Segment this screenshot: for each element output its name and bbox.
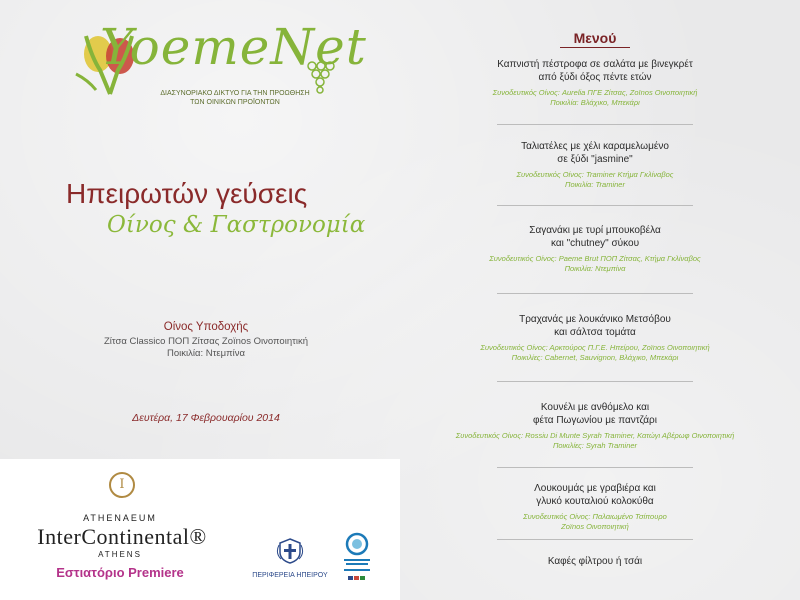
welcome-wine	[40, 321, 372, 360]
wine-line1: Συνοδευτικός Οίνος: Αρκτούρος Π.Γ.Ε. Ηπείρου, Zoïnos Οινοποιητική	[480, 343, 710, 352]
welcome-wine-line2: Ποικιλία: Ντεμπίνα	[167, 348, 245, 359]
menu-course	[420, 224, 770, 274]
logo-subtitle-line2: ΤΩΝ ΟΙΝΙΚΩΝ ΠΡΟΪΟΝΤΩΝ	[190, 99, 280, 106]
welcome-wine-line1: Ζίτσα Classico ΠΟΠ Ζίτσας Zoïnos Οινοποιητική	[104, 336, 308, 347]
menu-course	[420, 140, 770, 190]
hotel-crest-icon: I	[109, 472, 135, 498]
wine-line2: Zoïnos Οινοποιητική	[561, 522, 629, 531]
grape-cluster-icon	[302, 58, 342, 104]
wine-line1: Συνοδευτικός Οίνος: Aurelia ΠΓΕ Ζίτσας, Zoïnos Οινοποιητική	[492, 88, 698, 97]
greek-coat-of-arms-icon	[276, 537, 304, 565]
dish-line1: Κουνέλι με ανθόμελο και	[540, 402, 650, 413]
restaurant-name: Εστιατόριο Premiere	[56, 565, 184, 580]
dish-line1: Λουκουμάς με γραβιέρα και	[534, 483, 656, 494]
wine-line2: Ποικιλία: Βλάχικο, Μπεκάρι	[550, 98, 640, 107]
menu-course	[420, 313, 770, 363]
event-subtitle: Οίνος & Γαστρονομία	[107, 212, 366, 238]
event-title: Ηπειρωτών γεύσεις	[66, 178, 308, 209]
menu-closing	[420, 555, 770, 568]
dish-line2: από ξύδι όξος πέντε ετών	[538, 72, 652, 83]
region-label: ΠΕΡΙΦΕΡΕΙΑ ΗΠΕΙΡΟΥ	[252, 572, 328, 579]
menu-divider	[497, 381, 693, 382]
menu-course	[420, 401, 770, 451]
wine-line1: Συνοδευτικός Οίνος: Paeme Brut ΠΟΠ Ζίτσας, Κτήμα Γκλίναβος	[489, 254, 701, 263]
wine-line1: Συνοδευτικός Οίνος: Παλαιωμένο Τσίπουρο	[523, 512, 667, 521]
dish-line1: Καπνιστή πέστροφα σε σαλάτα με βινεγκρέτ	[497, 59, 693, 70]
menu-title: Μενού	[560, 30, 630, 48]
menu-divider	[497, 539, 693, 540]
dish-line2: φέτα Πωγωνίου με παντζάρι	[533, 415, 657, 426]
menu-divider	[497, 205, 693, 206]
dish-line1: Σαγανάκι με τυρί μπουκοβέλα	[529, 225, 661, 236]
menu-divider	[497, 467, 693, 468]
program-logo-icon	[340, 532, 374, 582]
wine-line2: Ποικιλίες: Cabernet, Sauvignon, Βλάχικο, Μπεκάρι	[511, 353, 679, 362]
wine-line2: Ποικιλία: Ντεμπίνα	[564, 264, 626, 273]
menu-course	[420, 482, 770, 532]
menu-course	[420, 58, 770, 108]
hotel-name: InterContinental®	[37, 524, 207, 549]
yoemenet-logo	[70, 18, 367, 110]
dish-line2: και σάλτσα τομάτα	[554, 327, 636, 338]
menu-divider	[497, 293, 693, 294]
dish-line2: γλυκό κουταλιού κολοκύθα	[536, 496, 654, 507]
closing-line: Καφές φίλτρου ή τσάι	[547, 556, 643, 567]
hotel-city: ATHENS	[98, 550, 142, 559]
logo-subtitle-line1: ΔΙΑΣΥΝΟΡΙΑΚΟ ΔΙΚΤΥΟ ΓΙΑ ΤΗΝ ΠΡΟΩΘΗΣΗ	[160, 90, 310, 97]
wine-line2: Ποικιλία: Traminer	[565, 180, 625, 189]
logo-wordmark: YoemeNet	[100, 18, 367, 76]
hotel-athenaeum: ATHENAEUM	[83, 513, 157, 523]
dish-line2: σε ξύδι "jasmine"	[557, 154, 633, 165]
wine-line1: Συνοδευτικός Οίνος: Rossiu Di Munte Syrah Traminer, Κατώγι Αβέρωφ Οινοποιητική	[455, 431, 735, 440]
welcome-wine-title: Οίνος Υποδοχής	[163, 321, 249, 333]
dish-line1: Ταλιατέλες με χέλι καραμελωμένο	[521, 141, 669, 152]
menu-divider	[497, 124, 693, 125]
event-date: Δευτέρα, 17 Φεβρουαρίου 2014	[132, 412, 280, 424]
dish-line1: Τραχανάς με λουκάνικο Μετσόβου	[519, 314, 671, 325]
dish-line2: και "chutney" σύκου	[550, 238, 640, 249]
wine-line2: Ποικιλίες: Syrah Traminer	[552, 441, 638, 450]
wine-line1: Συνοδευτικός Οίνος: Traminer Κτήμα Γκλίναβος	[516, 170, 674, 179]
